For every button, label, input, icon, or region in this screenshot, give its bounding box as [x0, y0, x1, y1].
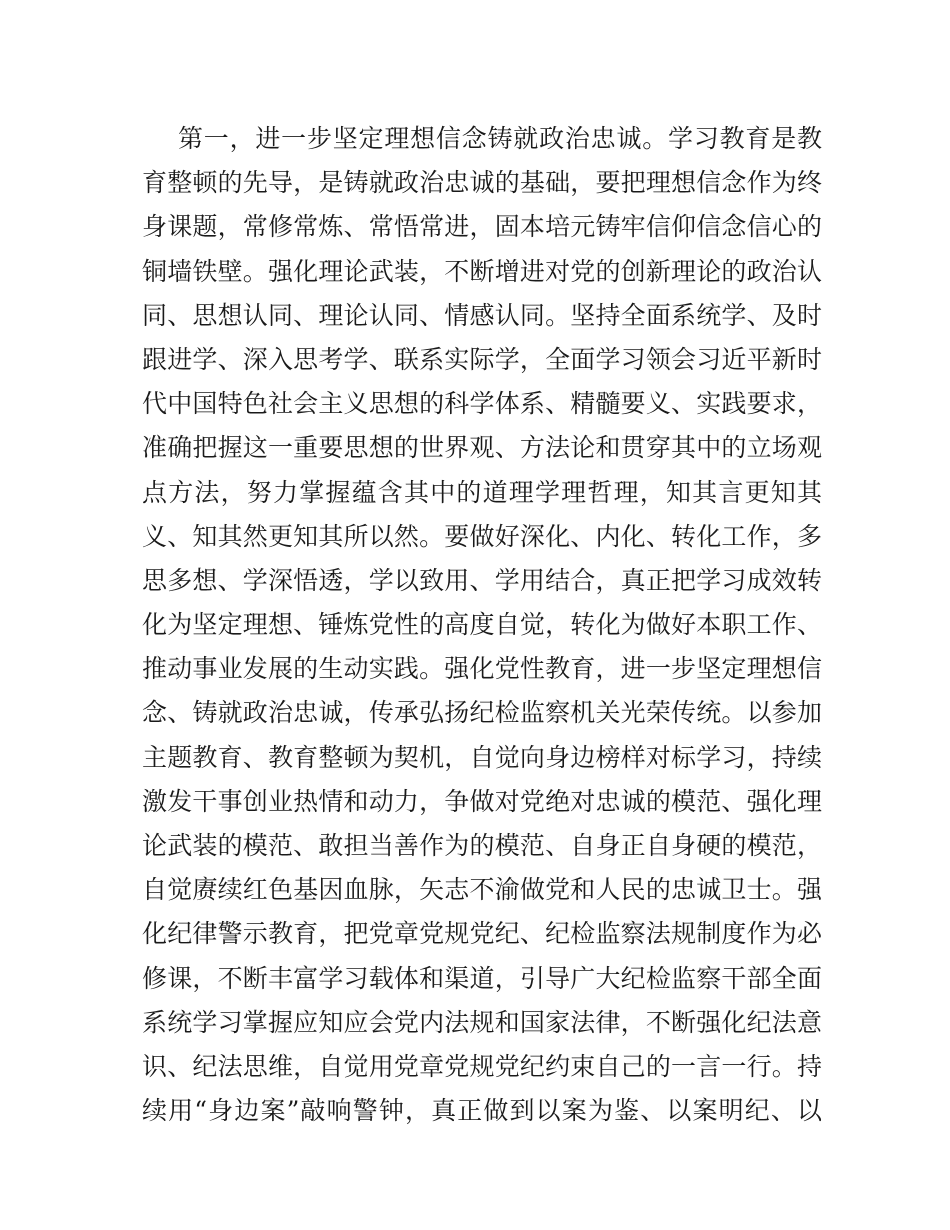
- paragraph-line: 第一，进一步坚定理想信念铸就政治忠诚。学习教育是教: [178, 124, 823, 153]
- paragraph-line: 义、知其然更知其所以然。要做好深化、内化、转化工作，多: [142, 521, 823, 551]
- paragraph-line: 点方法，努力掌握蕴含其中的道理学理哲理，知其言更知其: [142, 477, 824, 507]
- paragraph-line: 化纪律警示教育，把党章党规党纪、纪检监察法规制度作为必: [142, 919, 823, 949]
- paragraph-line: 自觉赓续红色基因血脉，矢志不渝做党和人民的忠诚卫士。强: [142, 875, 823, 905]
- paragraph-line: 身课题，常修常炼、常悟常进，固本培元铸牢信仰信念信心的: [142, 212, 823, 242]
- paragraph-line: 育整顿的先导，是铸就政治忠诚的基础，要把理想信念作为终: [142, 168, 823, 198]
- paragraph-line: 同、思想认同、理论认同、情感认同。坚持全面系统学、及时: [142, 300, 823, 330]
- paragraph-line: 论武装的模范、敢担当善作为的模范、自身正自身硬的模范，: [142, 831, 823, 860]
- paragraph-line: 代中国特色社会主义思想的科学体系、精髓要义、实践要求，: [142, 389, 823, 419]
- paragraph-line: 激发干事创业热情和动力，争做对党绝对忠诚的模范、强化理: [142, 786, 823, 816]
- paragraph-line: 思多想、学深悟透，学以致用、学用结合，真正把学习成效转: [142, 565, 823, 595]
- paragraph-line: 修课，不断丰富学习载体和渠道，引导广大纪检监察干部全面: [142, 963, 823, 993]
- paragraph-line: 化为坚定理想、锤炼党性的高度自觉，转化为做好本职工作、: [142, 610, 823, 640]
- paragraph-line: 识、纪法思维，自觉用党章党规党纪约束自己的一言一行。持: [142, 1051, 823, 1081]
- paragraph-line: 续用“身边案”敲响警钟，真正做到以案为鉴、以案明纪、以: [142, 1096, 824, 1126]
- paragraph-line: 推动事业发展的生动实践。强化党性教育，进一步坚定理想信: [142, 654, 823, 684]
- paragraph-line: 跟进学、深入思考学、联系实际学，全面学习领会习近平新时: [142, 344, 823, 374]
- paragraph-line: 念、铸就政治忠诚，传承弘扬纪检监察机关光荣传统。以参加: [142, 698, 823, 728]
- paragraph-line: 主题教育、教育整顿为契机，自觉向身边榜样对标学习，持续: [142, 742, 823, 772]
- paragraph-line: 系统学习掌握应知应会党内法规和国家法律，不断强化纪法意: [142, 1007, 823, 1037]
- paragraph-line: 铜墙铁壁。强化理论武装，不断增进对党的创新理论的政治认: [142, 256, 823, 286]
- body-paragraph: [142, 117, 822, 1133]
- paragraph-line: 准确把握这一重要思想的世界观、方法论和贯穿其中的立场观: [142, 433, 823, 463]
